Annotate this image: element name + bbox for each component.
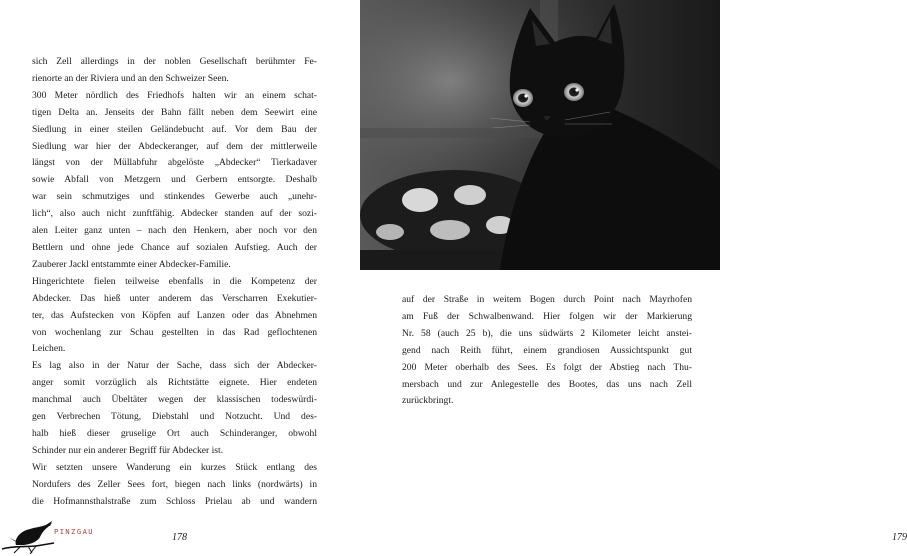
black-cat-photo <box>360 0 720 270</box>
text-line: ter, das Aufstecken von Köpfen auf Lanzen oder das Abnehmen <box>32 309 317 321</box>
text-line: tigen Delta an. Jenseits der Bahn fällt neben dem Seewirt eine <box>32 106 317 118</box>
text-line: Nr. 58 (auch 25 b), die uns südwärts 2 Kilometer leicht anstei- <box>402 327 692 339</box>
series-label: PINZGAU <box>54 528 95 536</box>
text-line: Siedlung in einer steilen Geländebucht auf. Vor dem Bau der <box>32 123 317 135</box>
text-line: auf der Straße in weitem Bogen durch Point nach Mayrhofen <box>402 294 692 305</box>
text-line: war sein schmutziges und stinkendes Gewerbe auch „unehr- <box>32 191 317 203</box>
text-line: Wir setzten unsere Wanderung ein kurzes Stück entlang des <box>32 461 317 473</box>
text-line: die Hofmannsthalstraße zum Schloss Prielau ab und wandern <box>32 495 317 507</box>
text-line: lich“, also auch nicht zunftfähig. Abdecker standen auf der sozi- <box>32 208 317 220</box>
text-line: am Fuß der Schwalbenwand. Hier folgen wir der Markierung <box>402 310 692 322</box>
left-page-body <box>32 54 317 510</box>
text-line: 200 Meter oberhalb des Sees. Es folgt der Abstieg nach Thu- <box>402 361 692 373</box>
left-page <box>0 0 360 556</box>
right-page-body <box>402 292 692 410</box>
text-line: zurückbringt. <box>402 395 454 407</box>
text-line: von wochenlang zur Schau gestellten in das Rad geflochtenen <box>32 326 317 338</box>
page-number-left: 178 <box>172 532 187 543</box>
text-line: sowie Abfall von Metzgern und Gerbern entsorgte. Deshalb <box>32 174 317 186</box>
text-line: halb hieß dieser gruselige Ort auch Schinderanger, obwohl <box>32 427 317 439</box>
text-line: Nordufers des Zeller Sees fort, biegen nach links (nordwärts) in <box>32 478 317 490</box>
text-line: Es lag also in der Natur der Sache, dass sich der Abdecker- <box>32 360 317 372</box>
text-line: Leichen. <box>32 343 66 355</box>
right-page <box>360 0 907 556</box>
text-line: sich Zell allerdings in der noblen Gesellschaft berühmter Fe- <box>32 56 317 67</box>
text-line: längst von der Müllabfuhr abgelöste „Abdecker“ Tierkadaver <box>32 157 317 169</box>
text-line: manchmal auch Übeltäter wegen der klassischen todeswürdi- <box>32 394 317 406</box>
text-line: 300 Meter nördlich des Friedhofs halten wir an einem schat- <box>32 89 317 101</box>
text-line: Schinder nur ein anderer Begriff für Abdecker ist. <box>32 444 224 456</box>
text-line: mersbach und zur Anlegestelle des Bootes, das uns nach Zell <box>402 378 692 390</box>
text-line: gen Verbrechen Tötung, Diebstahl und Notzucht. Und des- <box>32 411 317 423</box>
text-line: Bettlern und ohne jede Chance auf sozialen Aufstieg. Auch der <box>32 241 317 253</box>
text-line: anger somit vorzüglich als Richtstätte eignete. Hier endeten <box>32 377 317 389</box>
text-line: Hingerichtete fielen teilweise ebenfalls in die Kompetenz der <box>32 275 317 287</box>
text-line: Siedlung war hier der Abdeckeranger, auf dem der mittlerweile <box>32 140 317 152</box>
text-line: gend nach Reith führt, einem grandiosen Aussichtspunkt gut <box>402 344 692 356</box>
text-line: Abdecker. Das hieß unter anderem das Verscharren Exekutier- <box>32 292 317 304</box>
text-line: rienorte an der Riviera und an den Schweizer Seen. <box>32 72 229 84</box>
page-number-right: 179 <box>892 532 907 543</box>
text-line: alen Leiter ganz unten – nach den Henkern, aber noch vor den <box>32 225 317 237</box>
text-line: Zauberer Jackl entstammte einer Abdecker-Familie. <box>32 258 231 270</box>
